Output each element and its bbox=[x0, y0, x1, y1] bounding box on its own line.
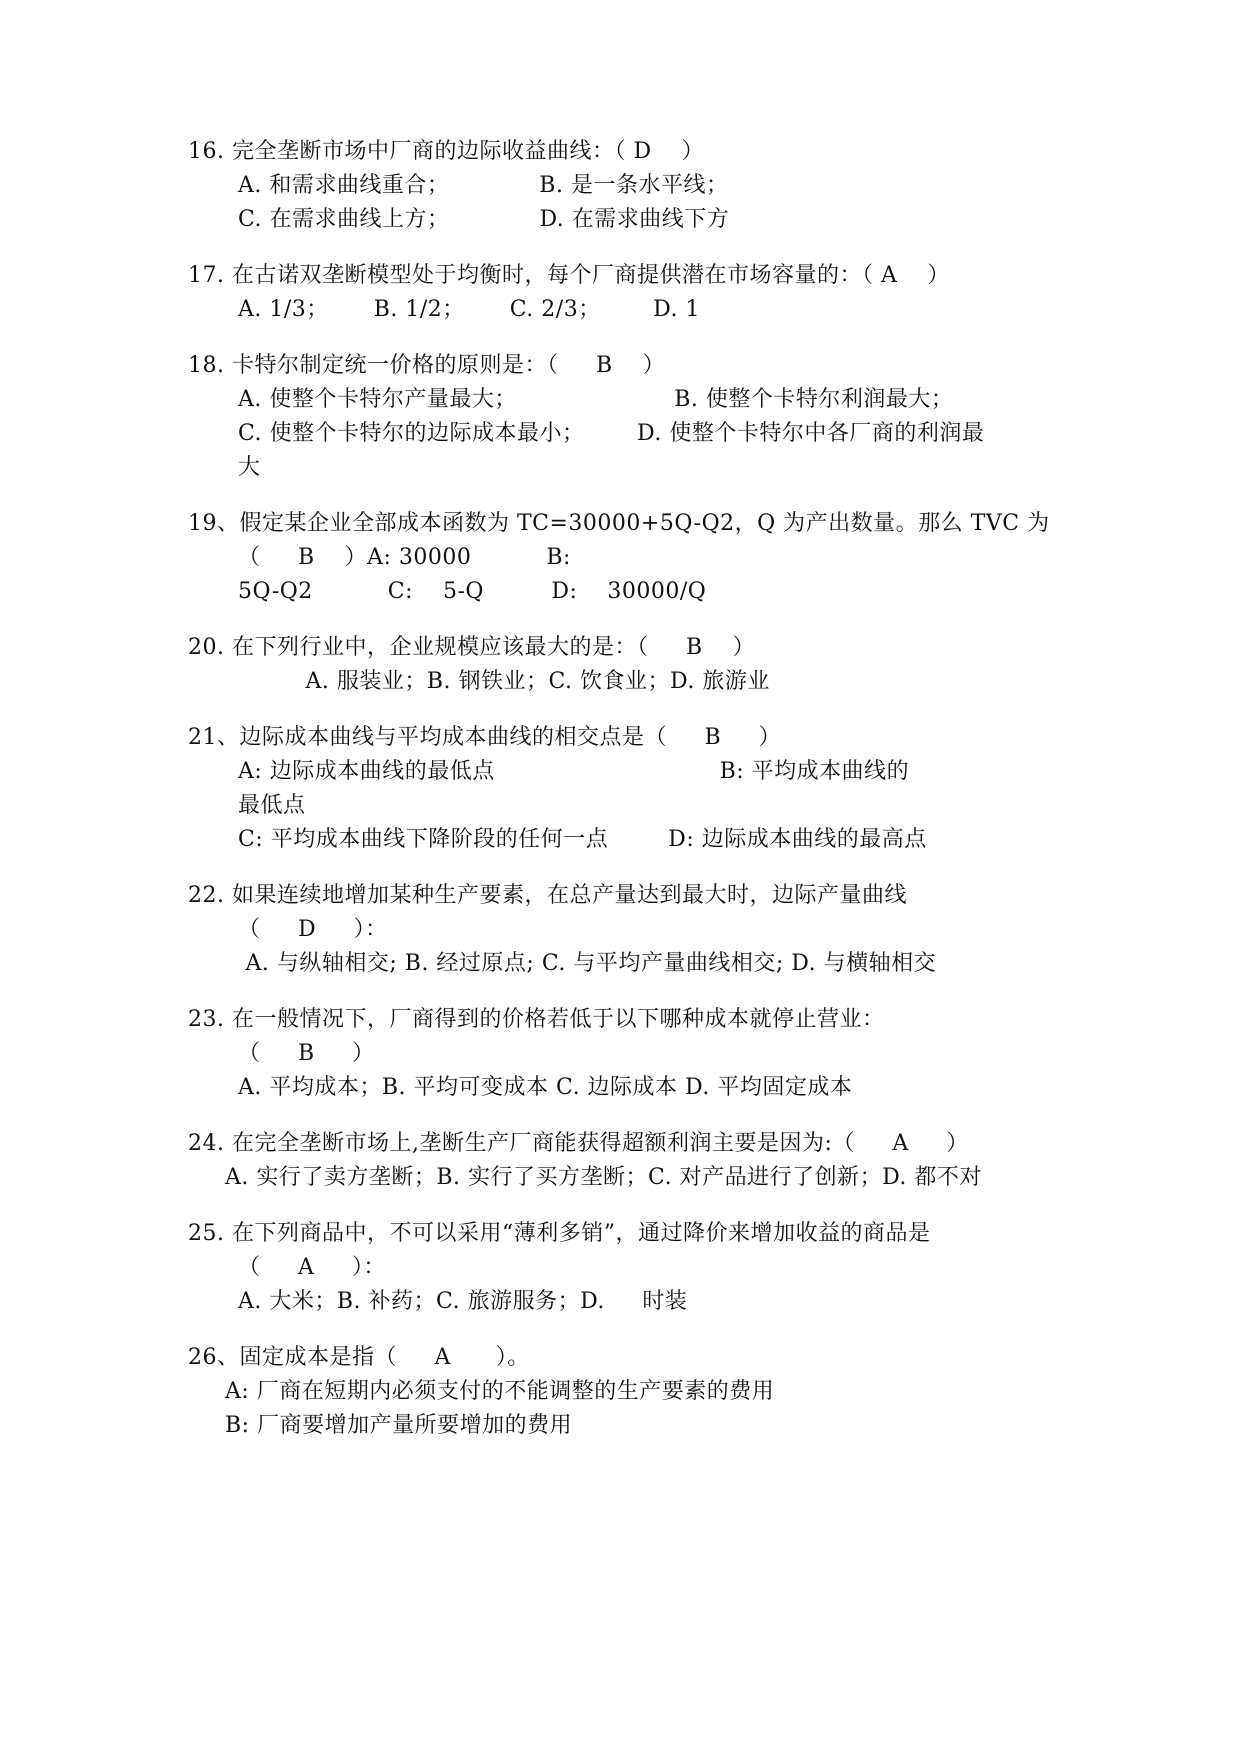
question-23-options: A. 平均成本；B. 平均可变成本 C. 边际成本 D. 平均固定成本 bbox=[238, 1075, 853, 1100]
question-17-options: A. 1/3； B. 1/2； C. 2/3； D. 1 bbox=[238, 297, 700, 322]
question-18-options-cd: C. 使整个卡特尔的边际成本最小； D. 使整个卡特尔中各厂商的利润最 bbox=[238, 421, 985, 446]
question-19-options: 5Q-Q2 C: 5-Q D: 30000/Q bbox=[238, 579, 707, 604]
question-16-stem: 16. 完全垄断市场中厂商的边际收益曲线：（ D ） bbox=[188, 139, 705, 164]
question-22-stem: 22. 如果连续地增加某种生产要素，在总产量达到最大时，边际产量曲线 bbox=[188, 883, 907, 908]
question-26-option-a: A: 厂商在短期内必须支付的不能调整的生产要素的费用 bbox=[225, 1379, 775, 1404]
question-22-answer-line: （ D ）： bbox=[238, 917, 388, 942]
question-23-stem: 23. 在一般情况下，厂商得到的价格若低于以下哪种成本就停止营业： bbox=[188, 1007, 885, 1032]
question-26-stem: 26、固定成本是指（ A ）。 bbox=[188, 1345, 530, 1370]
question-20-stem: 20. 在下列行业中，企业规模应该最大的是：（ B ） bbox=[188, 635, 756, 660]
question-25-answer-line: （ A ）： bbox=[238, 1255, 386, 1280]
question-21-options-ab: A: 边际成本曲线的最低点 B: 平均成本曲线的 bbox=[238, 759, 910, 784]
question-21-options-cd: C: 平均成本曲线下降阶段的任何一点 D: 边际成本曲线的最高点 bbox=[238, 827, 927, 852]
question-18-options-wrap: 大 bbox=[238, 455, 261, 480]
question-18-stem: 18. 卡特尔制定统一价格的原则是：（ B ） bbox=[188, 353, 666, 378]
question-26-option-b: B: 厂商要增加产量所要增加的费用 bbox=[225, 1413, 573, 1438]
question-16-options-cd: C. 在需求曲线上方； D. 在需求曲线下方 bbox=[238, 207, 730, 232]
question-23-answer-line: （ B ） bbox=[238, 1041, 375, 1066]
question-16-options-ab: A. 和需求曲线重合； B. 是一条水平线； bbox=[238, 173, 729, 198]
question-17-stem: 17. 在古诺双垄断模型处于均衡时，每个厂商提供潜在市场容量的：（ A ） bbox=[188, 263, 950, 288]
question-24-options: A. 实行了卖方垄断；B. 实行了买方垄断；C. 对产品进行了创新；D. 都不对 bbox=[225, 1165, 982, 1190]
question-18-options-ab: A. 使整个卡特尔产量最大； B. 使整个卡特尔利润最大； bbox=[238, 387, 954, 412]
question-19-stem: 19、假定某企业全部成本函数为 TC=30000+5Q-Q2，Q 为产出数量。那么 TVC 为 bbox=[188, 511, 1050, 536]
question-24-stem: 24. 在完全垄断市场上,垄断生产厂商能获得超额利润主要是因为:（ A ） bbox=[188, 1131, 969, 1156]
question-25-stem: 25. 在下列商品中，不可以采用“薄利多销”，通过降价来增加收益的商品是 bbox=[188, 1221, 931, 1246]
question-25-options: A. 大米；B. 补药；C. 旅游服务；D. 时装 bbox=[238, 1289, 688, 1314]
question-21-stem: 21、边际成本曲线与平均成本曲线的相交点是（ B ） bbox=[188, 725, 782, 750]
question-22-options: A. 与纵轴相交; B. 经过原点; C. 与平均产量曲线相交; D. 与横轴相交 bbox=[238, 951, 937, 976]
question-19-answer-line: （ B ）A: 30000 B: bbox=[238, 545, 571, 570]
question-20-options: A. 服装业；B. 钢铁业；C. 饮食业；D. 旅游业 bbox=[238, 669, 770, 694]
question-21-options-wrap: 最低点 bbox=[238, 793, 306, 818]
